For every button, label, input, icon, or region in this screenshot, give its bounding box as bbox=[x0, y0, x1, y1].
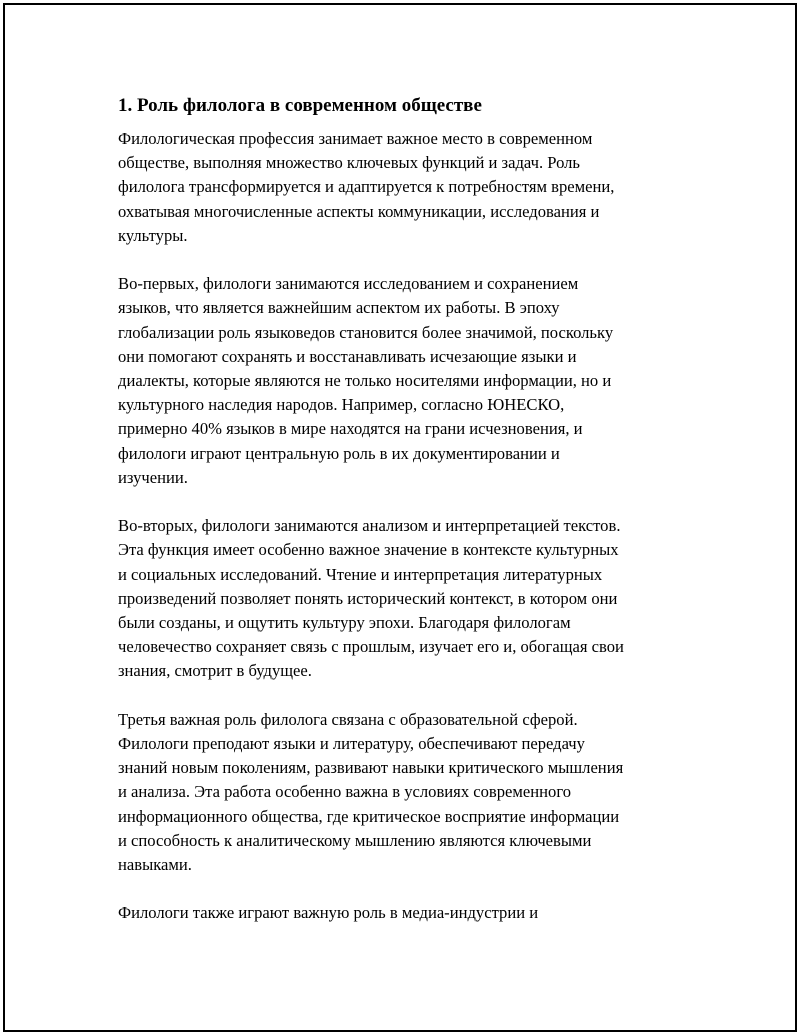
paragraph-line: Филологическая профессия занимает важное место в современном bbox=[118, 129, 593, 148]
paragraph-line: диалекты, которые являются не только носителями информации, но и bbox=[118, 371, 612, 391]
section-heading: 1. Роль филолога в современном обществе bbox=[118, 95, 482, 116]
paragraph-line: навыками. bbox=[118, 855, 192, 875]
paragraph-3 bbox=[118, 514, 684, 683]
paragraph-4 bbox=[118, 708, 684, 877]
paragraph-5 bbox=[118, 901, 684, 925]
paragraph-line: информационного общества, где критическое восприятие информации bbox=[118, 806, 620, 826]
paragraph-line: глобализации роль языковедов становится более значимой, поскольку bbox=[118, 322, 614, 342]
paragraph-line: культурного наследия народов. Например, согласно ЮНЕСКО, bbox=[118, 395, 565, 415]
paragraph-line: филологи играют центральную роль в их документировании и bbox=[118, 443, 560, 463]
paragraph-line: филолога трансформируется и адаптируется к потребностям времени, bbox=[118, 177, 615, 197]
paragraph-line: были созданы, и ощутить культуру эпохи. Благодаря филологам bbox=[118, 613, 571, 633]
paragraph-line: охватывая многочисленные аспекты коммуникации, исследования и bbox=[118, 201, 600, 221]
paragraph-line: знаний новым поколениям, развивают навыки критического мышления bbox=[118, 758, 624, 778]
paragraph-line: и анализа. Эта работа особенно важна в условиях современного bbox=[118, 782, 572, 802]
paragraph-line: изучении. bbox=[118, 467, 188, 487]
paragraph-2 bbox=[118, 272, 684, 490]
paragraph-line: Во-вторых, филологи занимаются анализом и интерпретацией текстов. bbox=[118, 516, 621, 536]
paragraph-line: Эта функция имеет особенно важное значение в контексте культурных bbox=[118, 540, 619, 560]
paragraph-line: и способность к аналитическому мышлению являются ключевыми bbox=[118, 830, 592, 850]
paragraph-line: произведений позволяет понять исторический контекст, в котором они bbox=[118, 588, 618, 608]
document-body bbox=[118, 91, 684, 950]
paragraph-line: Филологи также играют важную роль в медиа-индустрии и bbox=[118, 903, 539, 923]
paragraph-line: они помогают сохранять и восстанавливать исчезающие языки и bbox=[118, 346, 577, 366]
paragraph-line: культуры. bbox=[118, 225, 188, 245]
paragraph-line: Филологи преподают языки и литературу, обеспечивают передачу bbox=[118, 734, 585, 754]
paragraph-line: обществе, выполняя множество ключевых функций и задач. Роль bbox=[118, 153, 580, 173]
paragraph-line: и социальных исследований. Чтение и интерпретация литературных bbox=[118, 564, 603, 584]
paragraph-line: Третья важная роль филолога связана с образовательной сферой. bbox=[118, 709, 578, 729]
paragraph-line: знания, смотрит в будущее. bbox=[118, 661, 312, 681]
paragraph-line: языков, что является важнейшим аспектом их работы. В эпоху bbox=[118, 298, 560, 318]
paragraph-line: человечество сохраняет связь с прошлым, изучает его и, обогащая свои bbox=[118, 637, 624, 657]
paragraph-1 bbox=[118, 127, 684, 248]
paragraph-line: Во-первых, филологи занимаются исследованием и сохранением bbox=[118, 274, 579, 294]
paragraph-line: примерно 40% языков в мире находятся на грани исчезновения, и bbox=[118, 419, 583, 439]
